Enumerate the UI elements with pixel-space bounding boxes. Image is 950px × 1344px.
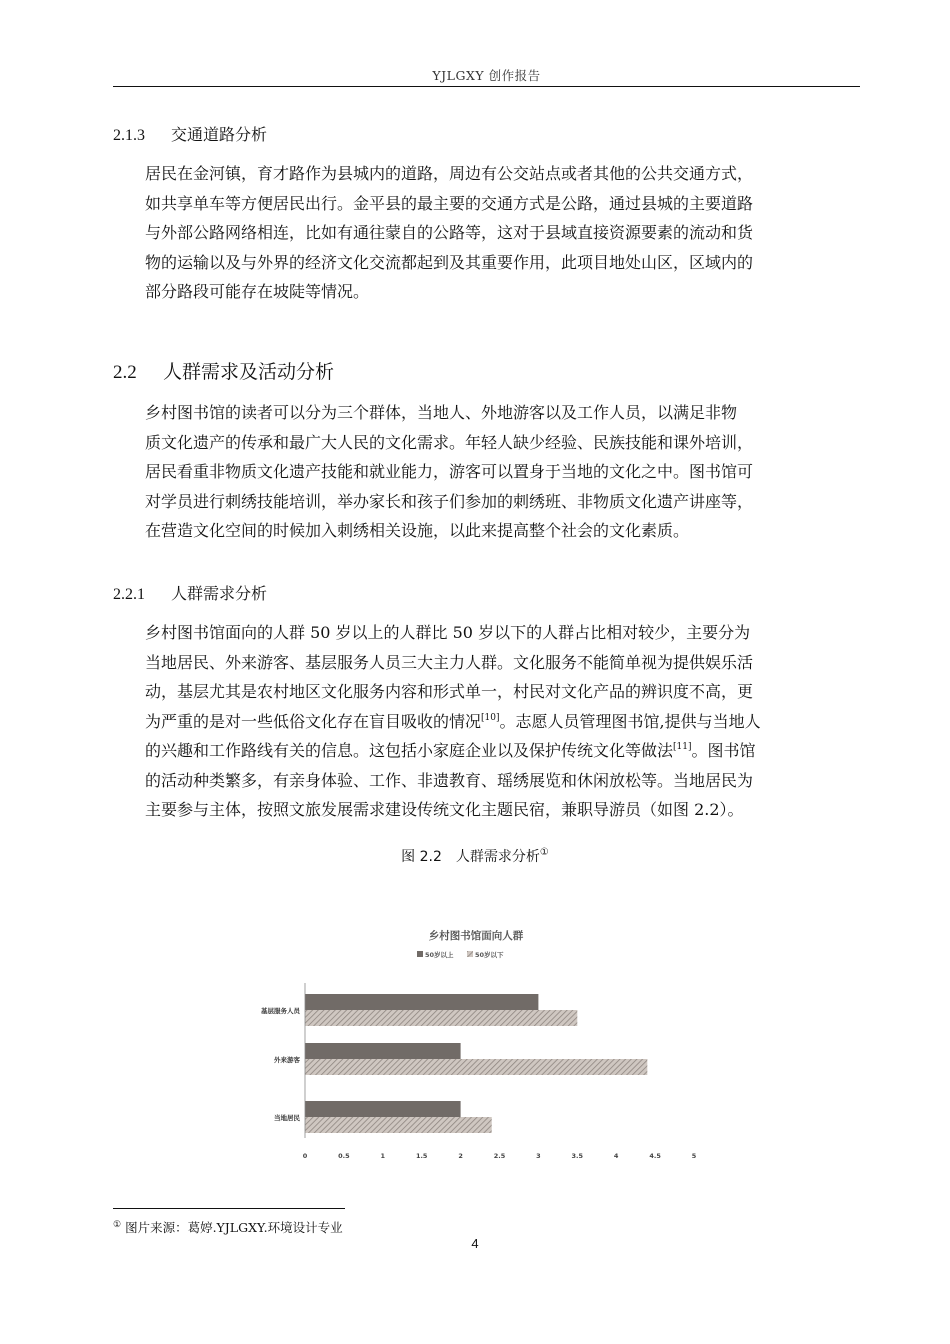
section-title: 人群需求及活动分析 bbox=[163, 361, 335, 383]
x-tick-label: 2 bbox=[458, 1152, 463, 1160]
paragraph-line: 如共享单车等方便居民出行。金平县的最主要的交通方式是公路，通过县城的主要道路 bbox=[145, 193, 754, 213]
bar bbox=[305, 1117, 492, 1133]
running-header: YJLGXY 创作报告 bbox=[432, 68, 541, 83]
x-tick-label: 0 bbox=[302, 1152, 308, 1160]
paragraph-line: 乡村图书馆的读者可以分为三个群体，当地人、外地游客以及工作人员，以满足非物 bbox=[145, 403, 738, 422]
paragraph-line: 居民看重非物质文化遗产技能和就业能力，游客可以置身于当地的文化之中。图书馆可 bbox=[145, 462, 754, 481]
paragraph-line: 主要参与主体，按照文旅发展需求建设传统文化主题民宿，兼职导游员（如图 2.2）。 bbox=[145, 800, 744, 819]
section-title: 交通道路分析 bbox=[171, 125, 268, 144]
paragraph-line: 对学员进行刺绣技能培训，举办家长和孩子们参加的刺绣班、非物质文化遗产讲座等， bbox=[145, 491, 754, 511]
paragraph-line: 质文化遗产的传承和最广大人民的文化需求。年轻人缺少经验、民族技能和课外培训， bbox=[145, 432, 754, 452]
section-heading-2-2 bbox=[113, 357, 334, 384]
figure-caption bbox=[0, 846, 950, 866]
paragraph-line: 当地居民、外来游客、基层服务人员三大主力人群。文化服务不能简单视为提供娱乐活 bbox=[145, 652, 754, 672]
footnote bbox=[113, 1218, 343, 1236]
header-rule bbox=[113, 86, 860, 87]
paragraph-traffic bbox=[113, 159, 860, 307]
paragraph-line bbox=[113, 736, 860, 766]
legend-swatch bbox=[467, 951, 473, 957]
footnote-mark: ① bbox=[113, 1220, 122, 1230]
footnote-mark: ① bbox=[539, 847, 549, 858]
section-number: 2.2 bbox=[113, 362, 137, 383]
legend-swatch bbox=[417, 951, 423, 957]
caption-text: 图 2.2 人群需求分析 bbox=[401, 849, 540, 865]
bar bbox=[305, 994, 538, 1010]
x-tick-label: 4 bbox=[613, 1152, 619, 1160]
x-tick-label: 2.5 bbox=[493, 1152, 506, 1160]
category-label: 当地居民 bbox=[274, 1114, 300, 1122]
paragraph-crowd-analysis bbox=[113, 618, 860, 825]
category-label: 基层服务人员 bbox=[261, 1007, 300, 1015]
paragraph-line: 与外部公路网络相连，比如有通往蒙自的公路等，这对于县域直接资源要素的流动和货 bbox=[145, 223, 754, 242]
x-tick-label: 1.5 bbox=[415, 1152, 428, 1160]
section-title: 人群需求分析 bbox=[171, 584, 268, 603]
paragraph-line: 在营造文化空间的时候加入刺绣相关设施，以此来提高整个社会的文化素质。 bbox=[145, 521, 690, 540]
bar-chart bbox=[240, 918, 720, 1168]
paragraph-line: 物的运输以及与外界的经济文化交流都起到及其重要作用，此项目地处山区，区域内的 bbox=[145, 252, 754, 272]
line-text: 。图书馆 bbox=[691, 741, 756, 760]
page-number: 4 bbox=[471, 1236, 479, 1251]
footnote-text: 图片来源：葛婷.YJLGXY.环境设计专业 bbox=[125, 1220, 343, 1235]
x-tick-label: 4.5 bbox=[649, 1152, 661, 1160]
x-tick-label: 3.5 bbox=[571, 1152, 584, 1160]
section-number: 2.2.1 bbox=[113, 586, 145, 603]
section-heading-2-1-3 bbox=[113, 122, 267, 145]
line-text: 为严重的是对一些低俗文化存在盲目吸收的情况 bbox=[145, 711, 482, 731]
citation-ref: [11] bbox=[673, 742, 692, 752]
line-text: 。志愿人员管理图书馆,提供与当地人 bbox=[499, 711, 761, 731]
paragraph-line: 部分路段可能存在坡陡等情况。 bbox=[145, 282, 370, 301]
section-number: 2.1.3 bbox=[113, 127, 145, 144]
x-tick-label: 0.5 bbox=[338, 1152, 350, 1160]
paragraph-line bbox=[113, 707, 860, 737]
footnote-rule bbox=[113, 1208, 345, 1209]
paragraph-line: 乡村图书馆面向的人群 50 岁以上的人群比 50 岁以下的人群占比相对较少，主要分为 bbox=[145, 623, 751, 642]
x-tick-label: 5 bbox=[691, 1152, 697, 1160]
bar bbox=[305, 1010, 577, 1026]
section-heading-2-2-1 bbox=[113, 581, 267, 604]
x-tick-label: 3 bbox=[536, 1152, 541, 1160]
bar bbox=[305, 1043, 461, 1059]
chart-title: 乡村图书馆面向人群 bbox=[428, 930, 524, 942]
bar bbox=[305, 1059, 647, 1075]
citation-ref: [10] bbox=[481, 712, 500, 723]
paragraph-line: 的活动种类繁多，有亲身体验、工作、非遗教育、瑶绣展览和休闲放松等。当地居民为 bbox=[145, 770, 754, 790]
paragraph-line: 动，基层尤其是农村地区文化服务内容和形式单一，村民对文化产品的辨识度不高，更 bbox=[145, 682, 754, 701]
paragraph-crowd-needs bbox=[113, 398, 860, 546]
paragraph-line: 居民在金河镇，育才路作为县城内的道路，周边有公交站点或者其他的公共交通方式， bbox=[145, 164, 754, 183]
bar bbox=[305, 1101, 461, 1117]
legend-label: 50岁以上 bbox=[425, 951, 454, 959]
line-text: 的兴趣和工作路线有关的信息。这包括小家庭企业以及保护传统文化等做法 bbox=[145, 741, 674, 760]
x-tick-label: 1 bbox=[380, 1152, 386, 1160]
legend-label: 50岁以下 bbox=[475, 951, 504, 959]
category-label: 外来游客 bbox=[274, 1056, 300, 1064]
